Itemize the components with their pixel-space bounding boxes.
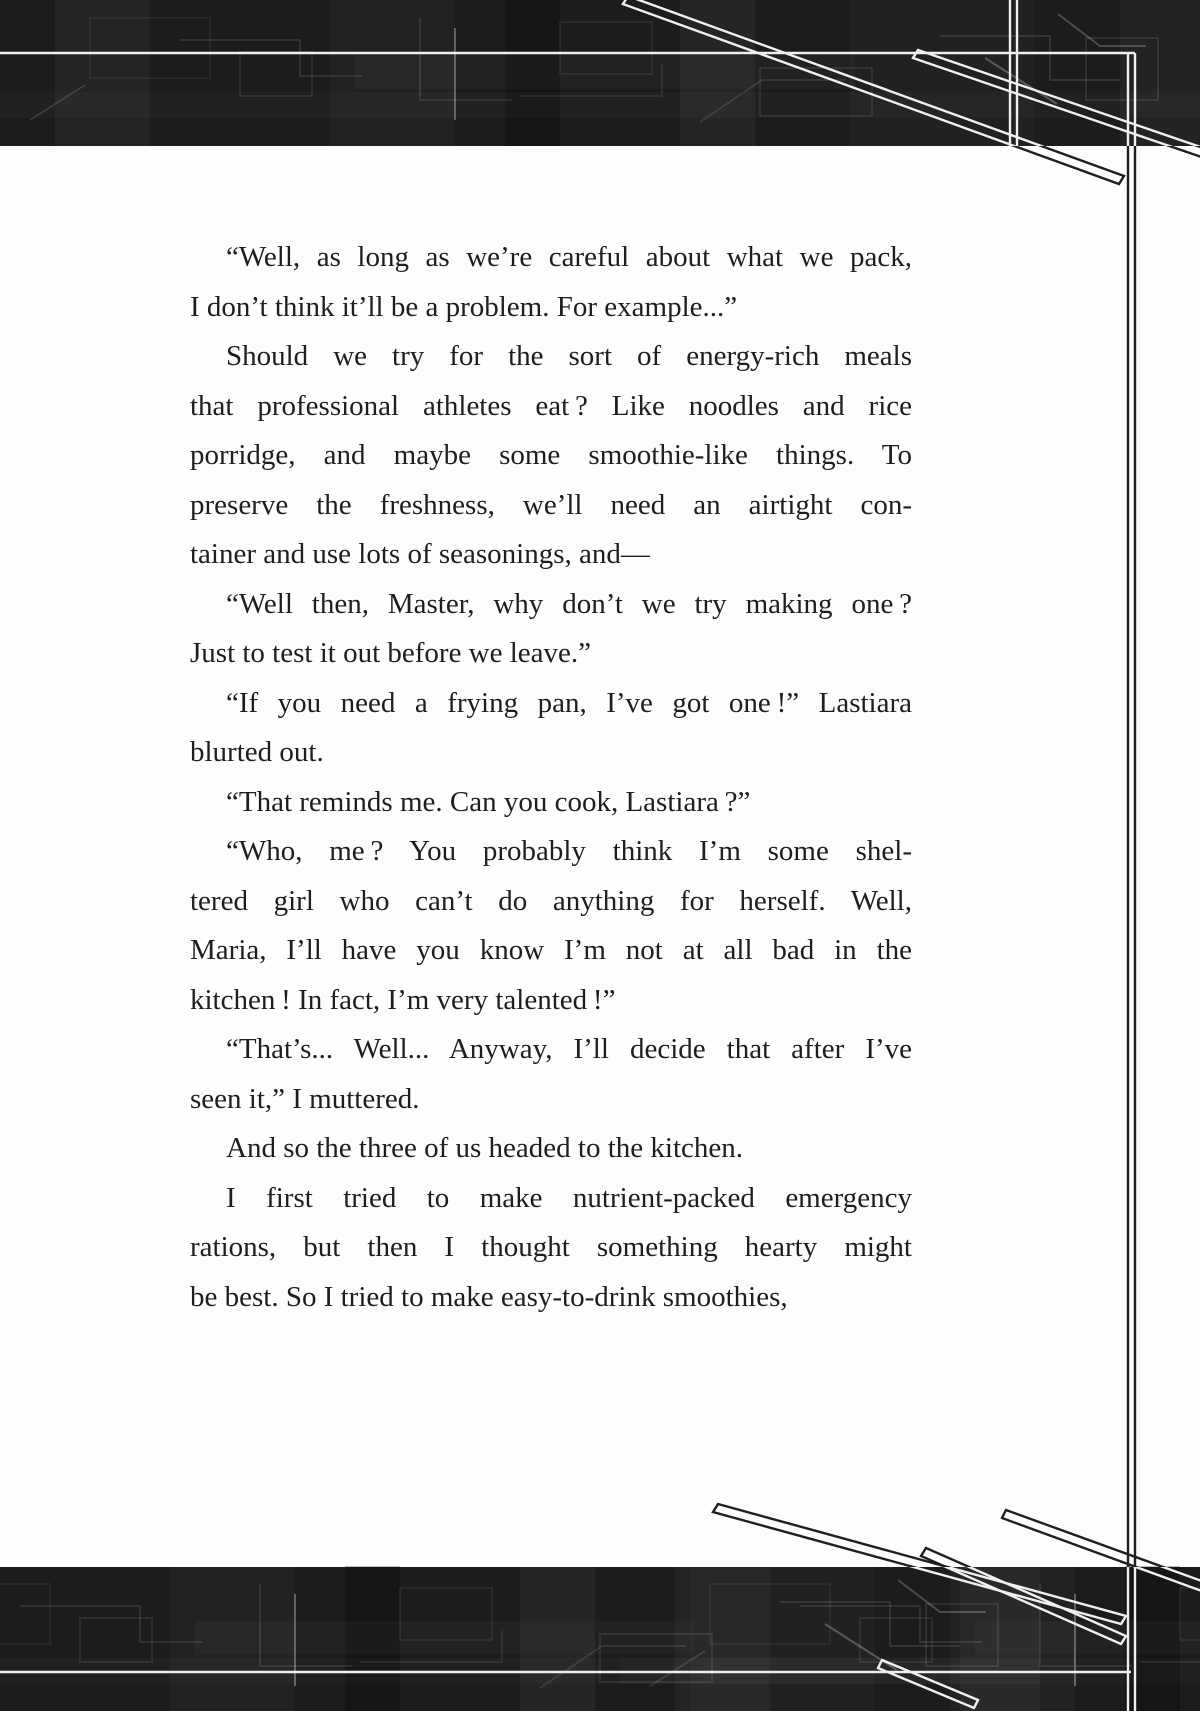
text-line: “That reminds me. Can you cook, Lastiara ?” <box>226 785 751 818</box>
header-band <box>0 0 1200 146</box>
text-line: And so the three of us headed to the kitchen. <box>226 1132 744 1164</box>
text-line: “That’s... Well... Anyway, I’ll decide that after I’ve <box>226 1033 912 1065</box>
text-line: that professional athletes eat ? Like noodles and rice <box>190 389 912 422</box>
text-line: Should we try for the sort of energy-rich meals <box>226 340 912 372</box>
text-line: Just to test it out before we leave.” <box>190 637 592 669</box>
text-line: seen it,” I muttered. <box>190 1082 420 1115</box>
text-line: I don’t think it’ll be a problem. For example...” <box>190 290 738 323</box>
text-line: kitchen ! In fact, I’m very talented !” <box>190 983 616 1016</box>
text-line: Maria, I’ll have you know I’m not at all bad in the <box>190 934 912 966</box>
text-line: tainer and use lots of seasonings, and— <box>190 538 650 570</box>
body-text <box>190 233 912 1322</box>
text-line: blurted out. <box>190 736 324 768</box>
text-line: “Well then, Master, why don’t we try making one ? <box>226 587 912 620</box>
text-line: tered girl who can’t do anything for herself. Well, <box>190 884 912 917</box>
text-line: preserve the freshness, we’ll need an airtight con- <box>190 488 912 521</box>
text-line: I first tried to make nutrient-packed emergency <box>226 1181 912 1214</box>
text-line: “If you need a frying pan, I’ve got one !” Lastiara <box>226 686 912 719</box>
text-line: be best. So I tried to make easy-to-drink smoothies, <box>190 1280 788 1313</box>
text-line: “Who, me ? You probably think I’m some shel- <box>226 835 912 867</box>
text-line: “Well, as long as we’re careful about what we pack, <box>226 241 912 273</box>
text-line: porridge, and maybe some smoothie-like things. To <box>190 439 912 471</box>
text-line: rations, but then I thought something hearty might <box>190 1231 912 1263</box>
